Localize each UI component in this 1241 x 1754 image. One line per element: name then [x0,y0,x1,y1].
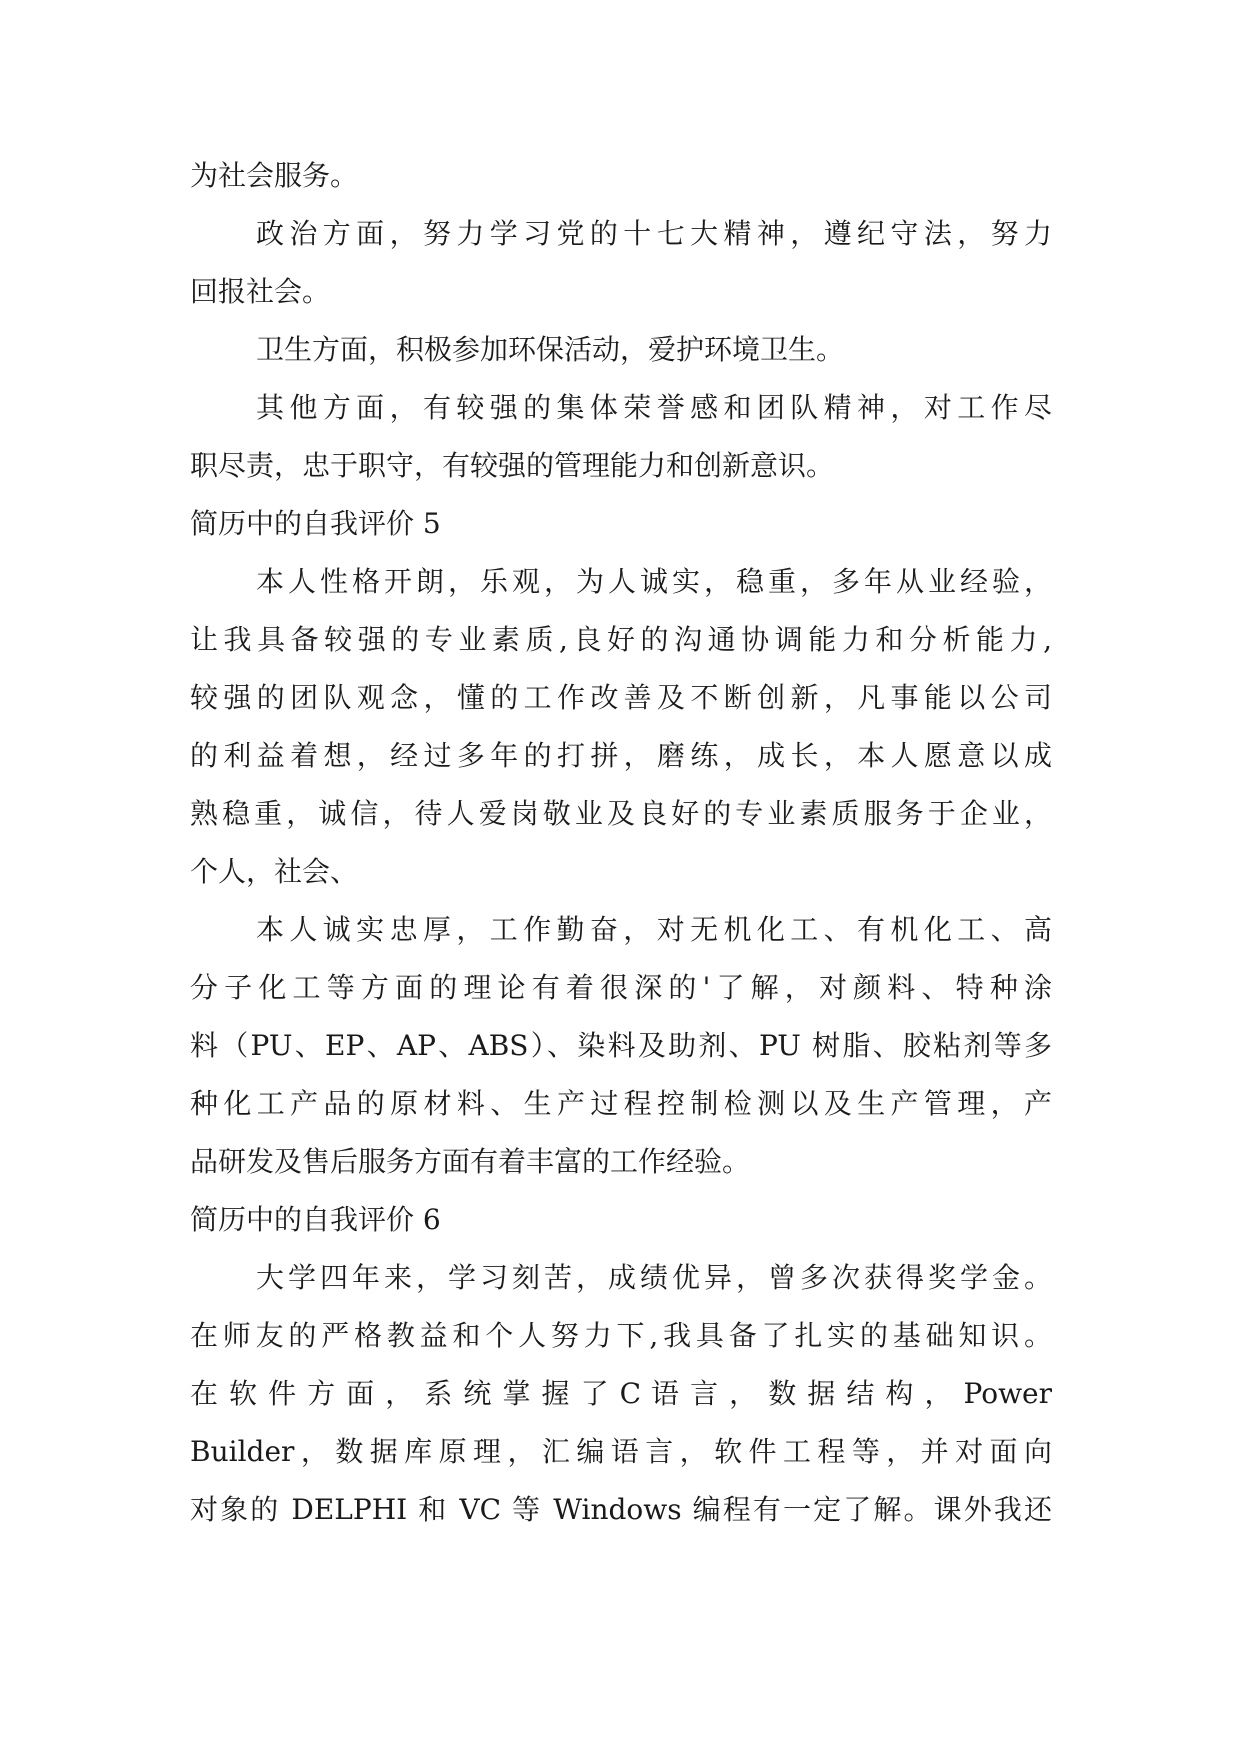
text-line: 政治方面，努力学习党的十七大精神，遵纪守法，努力 [256,217,1052,250]
text-line: 在 软 件 方 面 ， 系 统 掌 握 了 C 语 言 ， 数 据 结 构 ， Power [190,1377,1052,1410]
text-line: 职尽责，忠于职守，有较强的管理能力和创新意识。 [190,449,835,482]
section-heading: 简历中的自我评价 5 [190,507,441,540]
text-line: 的利益着想，经过多年的打拼，磨练，成长，本人愿意以成 [190,739,1052,772]
text-line: 让我具备较强的专业素质,良好的沟通协调能力和分析能力, [190,623,1052,656]
text-line: 大学四年来，学习刻苦，成绩优异，曾多次获得奖学金。 [256,1261,1052,1294]
text-line: 在师友的严格教益和个人努力下,我具备了扎实的基础知识。 [190,1319,1052,1352]
text-line: 料（PU、EP、AP、ABS）、染料及助剂、PU 树脂、胶粘剂等多 [190,1029,1052,1062]
text-line: 较强的团队观念，懂的工作改善及不断创新，凡事能以公司 [190,681,1052,714]
text-line: 对象的 DELPHI 和 VC 等 Windows 编程有一定了解。课外我还 [190,1493,1052,1526]
text-line: 个人，社会、 [190,855,359,888]
text-line: 本人诚实忠厚，工作勤奋，对无机化工、有机化工、高 [256,913,1052,946]
text-line: 分子化工等方面的理论有着很深的'了解，对颜料、特种涂 [190,971,1052,1004]
text-line: 品研发及售后服务方面有着丰富的工作经验。 [190,1145,751,1178]
document-body [190,161,1052,1553]
text-line: 其他方面，有较强的集体荣誉感和团队精神，对工作尽 [256,391,1052,424]
section-heading: 简历中的自我评价 6 [190,1203,441,1236]
text-line: 为社会服务。 [190,159,359,192]
text-line: 种化工产品的原材料、生产过程控制检测以及生产管理，产 [190,1087,1052,1120]
text-line: Builder，数据库原理，汇编语言，软件工程等，并对面向 [190,1435,1052,1468]
text-line: 本人性格开朗，乐观，为人诚实，稳重，多年从业经验， [256,565,1052,598]
text-line: 卫生方面，积极参加环保活动，爱护环境卫生。 [256,333,845,366]
text-line: 熟稳重，诚信，待人爱岗敬业及良好的专业素质服务于企业， [190,797,1052,830]
text-line: 回报社会。 [190,275,331,308]
